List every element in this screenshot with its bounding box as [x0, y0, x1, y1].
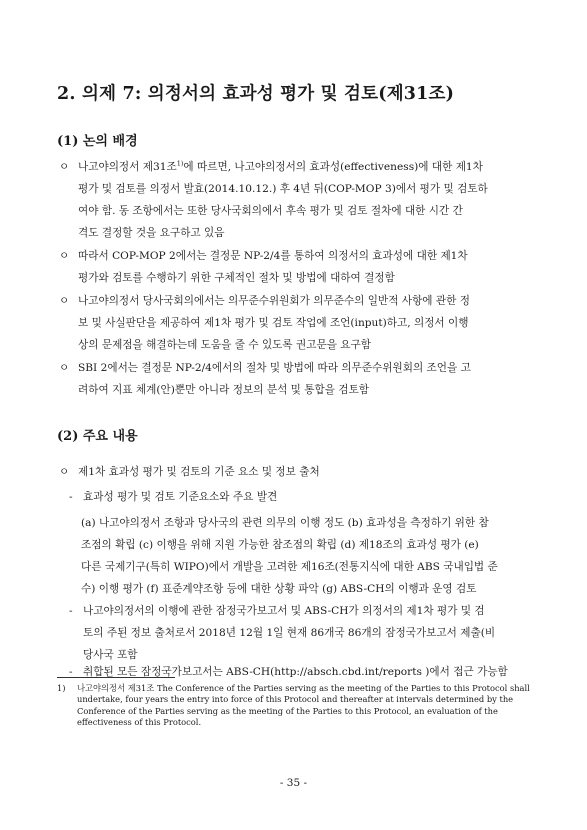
bullet-line: 상의 문제점을 해결하는데 도움을 줄 수 있도록 권고문을 요구함	[78, 339, 372, 351]
dash-marker: -	[69, 666, 73, 678]
criteria-paragraph	[81, 512, 531, 600]
bullet-line: 격도 결정할 것을 요구하고 있음	[78, 227, 225, 239]
bullet-line: 나고야의정서 당사국회의에서는 의무준수위원회가 의무준수의 일반적 사항에 관한 정	[78, 295, 470, 307]
para-line: 조점의 확립 (c) 이행을 위해 지원 가능한 참조점의 확립 (d) 제18조의 효과성 평가 (e)	[81, 539, 479, 551]
bullet-line: 여야 함. 동 조항에서는 또한 당사국회의에서 후속 평가 및 검토 절차에 대한 시간 간	[78, 205, 463, 217]
footnote-line: Conference of the Parties serving as the meeting of the Parties to this Protocol, an evaluation of the	[77, 705, 498, 716]
page-number: - 35 -	[279, 777, 308, 789]
bullet-marker: ㅇ	[59, 295, 70, 307]
para-line: 수) 이행 평가 (f) 표준계약조항 등에 대한 상황 파악 (g) ABS-CH의 이행과 운영 검토	[81, 583, 477, 595]
bullet-marker: ㅇ	[59, 466, 70, 478]
footnote-line: undertake, four years the entry into force of this Protocol and thereafter at intervals determined by the	[77, 694, 514, 705]
footnote-line: effectiveness of this Protocol.	[77, 717, 202, 728]
bullet-line: 따라서 COP-MOP 2에서는 결정문 NP-2/4를 통하여 의정서의 효과성에 대한 제1차	[78, 250, 468, 262]
footnote-line: 나고야의정서 제31조 The Conference of the Parties serving as the meeting of the Parties to this Protocol shall	[77, 683, 530, 693]
dash-marker: -	[69, 605, 73, 617]
para-line: (a) 나고야의정서 조항과 당사국의 관련 의무의 이행 정도 (b) 효과성을 측정하기 위한 참	[81, 517, 489, 529]
bullet-line: 평가 및 검토를 의정서 발효(2014.10.12.) 후 4년 뒤(COP-MOP 3)에서 평가 및 검토하	[78, 183, 488, 195]
agenda-heading: 2. 의제 7: 의정서의 효과성 평가 및 검토(제31조)	[57, 84, 455, 104]
bullet-line: 나고야의정서 제31조$^{1)}$에 따르면, 나고야의정서의 효과성(effectiveness)에 대한 제1차	[78, 159, 483, 173]
sub-line: 취합된 모든 잠정국가보고서는 ABS-CH(http://absch.cbd.int/reports )에서 접근 가능함	[83, 666, 508, 678]
footnote-ref[interactable]: 1)	[176, 159, 184, 168]
bullet-line: 보 및 사실판단을 제공하여 제1차 평가 및 검토 작업에 조언(input)하고, 의정서 이행	[78, 317, 469, 329]
sub-line: 당사국 포함	[83, 649, 138, 661]
sub-line: 나고야의정서의 이행에 관한 잠정국가보고서 및 ABS-CH가 의정서의 제1차 평가 및 검	[83, 605, 485, 617]
para-line: 다른 국제기구(특히 WIPO)에서 개발을 고려한 제16조(전통지식에 대한 ABS 국내입법 준	[81, 561, 498, 573]
bullet-marker: ㅇ	[59, 161, 70, 173]
bullet-marker: ㅇ	[59, 362, 70, 374]
bullet-line: 평가와 검토를 수행하기 위한 구체적인 절차 및 방법에 대하여 결정함	[78, 272, 395, 284]
sub-line: 토의 주된 정보 출처로서 2018년 12월 1일 현재 86개국 86개의 잠정국가보고서 제출(비	[83, 627, 496, 639]
section-2-title: (2) 주요 내용	[57, 429, 138, 444]
bullet-line: 제1차 효과성 평가 및 검토의 기준 요소 및 정보 출처	[78, 466, 320, 478]
bullet-line: SBI 2에서는 결정문 NP-2/4에서의 절차 및 방법에 따라 의무준수위원회의 조언을 고	[78, 362, 471, 374]
dash-marker: -	[69, 491, 73, 503]
footnote-number: 1)	[57, 683, 66, 693]
sub-line: 효과성 평가 및 검토 기준요소와 주요 발견	[83, 491, 278, 503]
bullet-marker: ㅇ	[59, 250, 70, 262]
bullet-line: 려하여 지표 체계(안)뿐만 아니라 정보의 분석 및 통합을 검토함	[78, 384, 370, 396]
footnote-divider	[57, 677, 175, 678]
section-1-title: (1) 논의 배경	[57, 134, 138, 149]
